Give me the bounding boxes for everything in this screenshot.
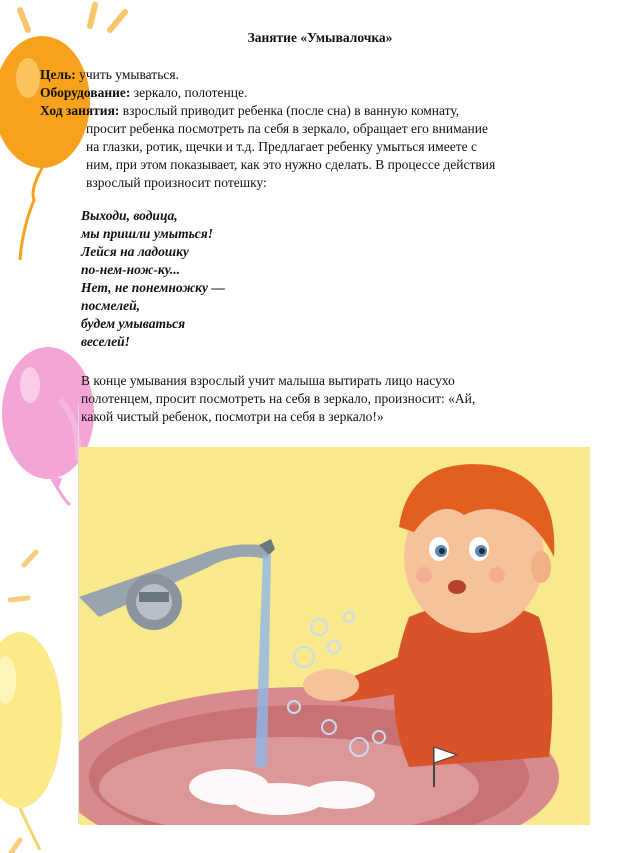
mouth-icon (448, 580, 466, 594)
poem-line: мы пришли умыться! (81, 226, 213, 241)
poem-line: посмелей, (81, 298, 140, 313)
course-line: на глазки, ротик, щечки и т.д. Предлагает ребенку умыться имеете с (86, 139, 477, 154)
ray-icon (90, 5, 95, 26)
course-label: Ход занятия: (40, 103, 120, 118)
ending-paragraph (81, 372, 551, 426)
equipment-row (40, 84, 570, 102)
equipment-label: Оборудование: (40, 85, 131, 100)
course-row (40, 102, 570, 120)
poem-line: по-нем-нож-ку... (81, 262, 181, 277)
page-title: Занятие «Умывалочка» (247, 30, 393, 45)
ending-line: полотенцем, просит посмотреть на себя в зеркало, произносит: «Ай, (81, 391, 476, 406)
poem-line: веселей! (81, 334, 130, 349)
lesson-info (40, 66, 570, 192)
goal-row (40, 66, 570, 84)
goal-label: Цель: (40, 67, 76, 82)
equipment-text: зеркало, полотенце. (133, 85, 248, 100)
ray-icon (110, 12, 125, 30)
poem-line: Нет, не понемножку — (81, 280, 225, 295)
goal-text: учить умываться. (79, 67, 179, 82)
poem-line: Выходи, водица, (81, 208, 178, 223)
course-line: взрослый приводит ребенка (после сна) в ванную комнату, (122, 103, 460, 118)
ending-line: какой чистый ребенок, посмотри на себя в зеркало!» (81, 409, 384, 424)
course-line: ним, при этом показывает, как это нужно сделать. В процессе действия (86, 157, 496, 172)
boy-washing-hands-illustration (79, 447, 590, 825)
ending-line: В конце умывания взрослый учит малыша вытирать лицо насухо (81, 373, 455, 388)
course-line: просит ребенка посмотреть па себя в зеркало, обращает его внимание (86, 121, 489, 136)
poem-line: Лейся на ладошку (81, 244, 189, 259)
hands-icon (303, 669, 359, 701)
course-line: взрослый произносит потешку: (86, 175, 267, 190)
poem-line: будем умываться (81, 316, 186, 331)
poem (81, 207, 225, 351)
ray-icon (20, 10, 28, 30)
